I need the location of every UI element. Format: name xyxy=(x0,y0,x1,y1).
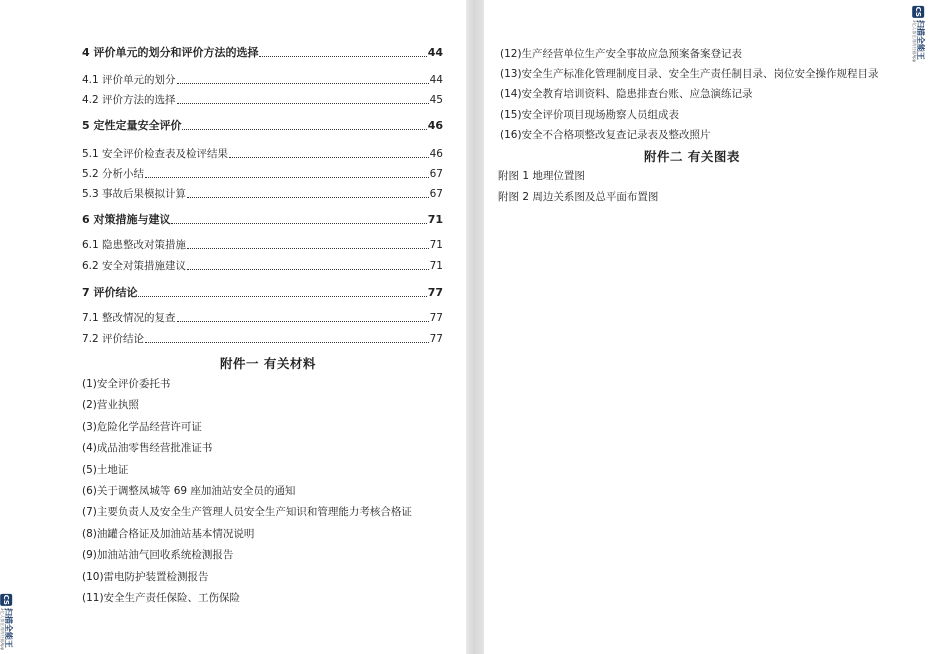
camscanner-icon: CS xyxy=(2,594,11,605)
toc-entry-page: 46 xyxy=(429,148,443,160)
toc-leader-dots xyxy=(187,197,429,198)
toc-entry-title: 5 定性定量安全评价 xyxy=(82,119,182,132)
toc-entry-page: 71 xyxy=(429,260,443,272)
toc-entry xyxy=(82,185,443,201)
toc-entry-title: 6 对策措施与建议 xyxy=(82,213,171,226)
watermark-name: 扫描全能王 xyxy=(916,19,926,60)
list-item: (16)安全不合格项整改复查记录表及整改照片 xyxy=(500,128,711,141)
toc-entry xyxy=(82,91,443,107)
list-item: (1)安全评价委托书 xyxy=(82,378,171,390)
toc-entry xyxy=(82,330,443,346)
list-item: (2)营业执照 xyxy=(82,399,139,412)
toc-leader-dots xyxy=(145,177,429,178)
toc-entry-title: 7 评价结论 xyxy=(82,286,138,299)
toc-entry-title: 4.1 评价单元的划分 xyxy=(82,74,176,86)
list-item: (5)土地证 xyxy=(82,463,129,476)
list-item: (6)关于调整凤城等 69 座加油站安全员的通知 xyxy=(82,485,296,497)
toc-leader-dots xyxy=(187,248,429,249)
list-item: (9)加油站油气回收系统检测报告 xyxy=(82,549,234,562)
toc-entry xyxy=(82,117,443,133)
toc-entry xyxy=(82,284,443,300)
toc-entry-title: 5.2 分析小结 xyxy=(82,168,145,180)
attachment1-heading: 附件一 有关材料 xyxy=(220,356,316,371)
toc-entry xyxy=(82,257,443,273)
toc-entry-title: 4.2 评价方法的选择 xyxy=(82,94,176,106)
toc-entry-page: 67 xyxy=(429,188,443,200)
toc-entry xyxy=(82,71,443,87)
toc-entry-page: 44 xyxy=(427,46,443,59)
watermark-sub: 3亿人都在用的扫描App xyxy=(912,19,918,63)
attachment2-heading: 附件二 有关图表 xyxy=(644,149,740,164)
toc-leader-dots xyxy=(177,321,429,322)
toc-entry-page: 46 xyxy=(427,119,443,132)
left-page xyxy=(0,0,466,654)
toc-leader-dots xyxy=(171,223,426,224)
toc-entry-title: 7.1 整改情况的复查 xyxy=(82,312,176,324)
camscanner-icon: CS xyxy=(914,6,923,17)
toc-entry-title: 4 评价单元的划分和评价方法的选择 xyxy=(82,46,259,59)
list-item: 附图 1 地理位置图 xyxy=(498,170,585,182)
toc-leader-dots xyxy=(177,83,429,84)
toc-entry-title: 5.1 安全评价检查表及检评结果 xyxy=(82,148,229,160)
toc-entry-page: 71 xyxy=(427,213,443,226)
toc-entry-page: 77 xyxy=(427,286,443,299)
page-gutter xyxy=(466,0,484,654)
toc-leader-dots xyxy=(138,296,426,297)
toc-leader-dots xyxy=(177,103,429,104)
list-item: (15)安全评价项目现场勘察人员组成表 xyxy=(500,108,680,121)
toc-leader-dots xyxy=(229,157,429,158)
toc-leader-dots xyxy=(259,56,426,57)
toc-entry-title: 6.2 安全对策措施建议 xyxy=(82,260,187,272)
list-item: (3)危险化学品经营许可证 xyxy=(82,420,202,433)
list-item: (13)安全生产标准化管理制度目录、安全生产责任制目录、岗位安全操作规程目录 xyxy=(500,68,879,81)
list-item: (10)雷电防护装置检测报告 xyxy=(82,570,209,583)
toc-entry-page: 77 xyxy=(429,333,443,345)
toc-entry-page: 77 xyxy=(429,312,443,324)
list-item: (7)主要负责人及安全生产管理人员安全生产知识和管理能力考核合格证 xyxy=(82,506,412,519)
list-item: (8)油罐合格证及加油站基本情况说明 xyxy=(82,527,255,540)
toc-entry xyxy=(82,211,443,227)
toc-entry-page: 71 xyxy=(429,239,443,251)
toc-leader-dots xyxy=(187,269,429,270)
toc-entry xyxy=(82,165,443,181)
toc-entry-title: 6.1 隐患整改对策措施 xyxy=(82,239,187,251)
toc-entry-title: 5.3 事故后果模拟计算 xyxy=(82,188,187,200)
toc-entry xyxy=(82,309,443,325)
watermark-logo-right xyxy=(912,6,924,62)
watermark-name: 扫描全能王 xyxy=(4,607,14,648)
toc-entry-page: 67 xyxy=(429,168,443,180)
right-page xyxy=(484,0,950,654)
list-item: (12)生产经营单位生产安全事故应急预案备案登记表 xyxy=(500,48,743,60)
list-item: (4)成品油零售经营批准证书 xyxy=(82,442,213,455)
list-item: (14)安全教育培训资料、隐患排查台账、应急演练记录 xyxy=(500,88,753,101)
watermark-logo-left xyxy=(0,594,12,650)
toc-entry xyxy=(82,236,443,252)
toc-entry-title: 7.2 评价结论 xyxy=(82,333,145,345)
toc-entry-page: 44 xyxy=(429,74,443,86)
toc-leader-dots xyxy=(145,342,429,343)
toc-entry xyxy=(82,145,443,161)
toc-entry xyxy=(82,44,443,60)
toc-leader-dots xyxy=(182,129,426,130)
watermark-sub: 3亿人都在用的扫描App xyxy=(0,607,6,651)
toc-entry-page: 45 xyxy=(429,94,443,106)
list-item: 附图 2 周边关系图及总平面布置图 xyxy=(498,190,659,203)
list-item: (11)安全生产责任保险、工伤保险 xyxy=(82,592,241,604)
